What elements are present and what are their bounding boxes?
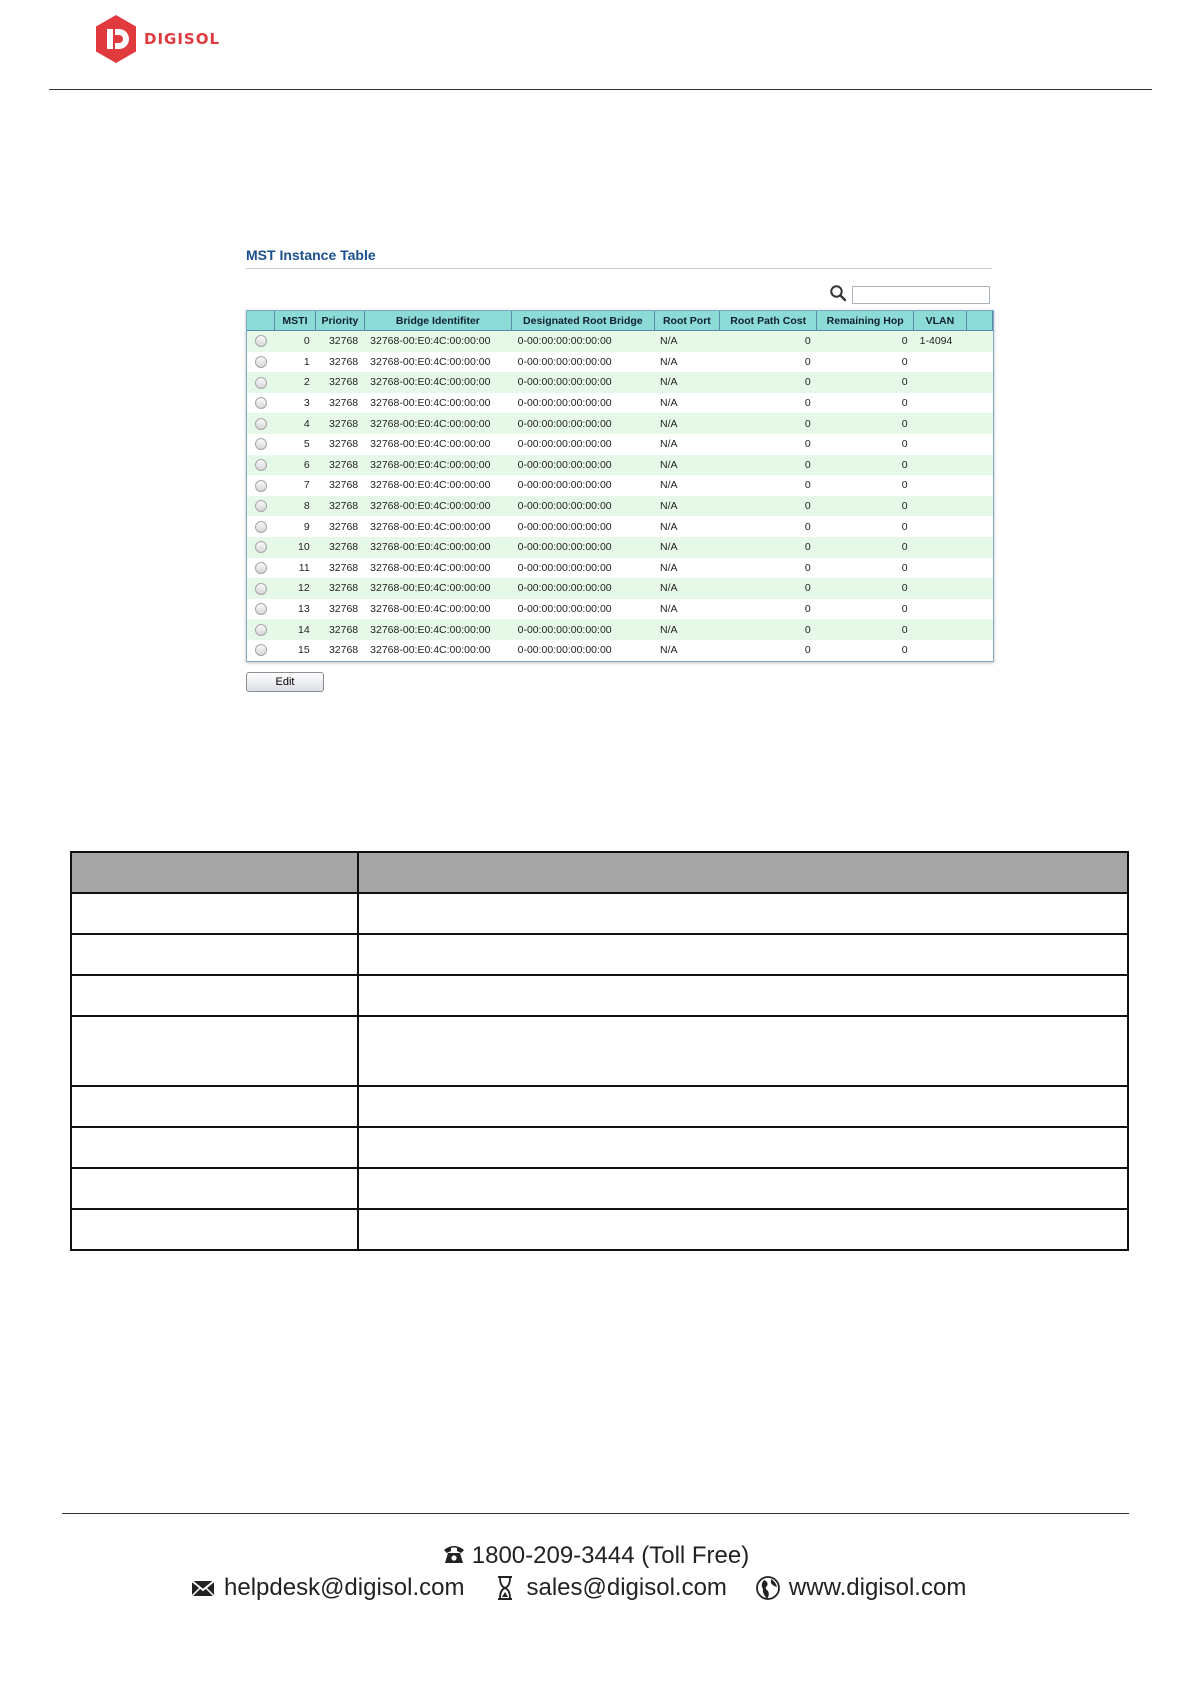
filler-column-header (966, 311, 992, 331)
root-port-cell: N/A (654, 413, 720, 434)
table-row[interactable] (247, 413, 993, 434)
table-header-row (247, 311, 993, 331)
filler-cell (966, 640, 992, 661)
desc-header-row (71, 852, 1128, 893)
helpdesk-email[interactable]: helpdesk@digisol.com (224, 1574, 465, 1601)
designated-root-bridge-cell: 0-00:00:00:00:00:00 (512, 619, 654, 640)
remaining-hop-cell: 0 (817, 537, 914, 558)
digisol-logo-icon (94, 14, 138, 64)
priority-cell: 32768 (316, 352, 364, 373)
priority-cell: 32768 (316, 516, 364, 537)
brand-logo (94, 14, 220, 64)
vlan-cell (914, 516, 967, 537)
sales-email[interactable]: sales@digisol.com (526, 1574, 727, 1601)
table-row[interactable] (247, 578, 993, 599)
table-row[interactable] (247, 537, 993, 558)
column-header-root-path-cost[interactable]: Root Path Cost (720, 311, 817, 331)
row-radio-button[interactable] (255, 356, 267, 368)
msti-cell: 14 (274, 619, 315, 640)
desc-cell (71, 934, 358, 975)
desc-row (71, 934, 1128, 975)
row-radio-button[interactable] (255, 480, 267, 492)
table-row[interactable] (247, 558, 993, 579)
remaining-hop-cell: 0 (817, 352, 914, 373)
priority-cell: 32768 (316, 475, 364, 496)
root-path-cost-cell: 0 (720, 578, 817, 599)
row-select-cell[interactable] (247, 516, 274, 537)
msti-cell: 13 (274, 599, 315, 620)
row-select-cell[interactable] (247, 455, 274, 476)
filler-cell (966, 558, 992, 579)
desc-header-cell (358, 852, 1128, 893)
desc-cell (358, 1086, 1128, 1127)
remaining-hop-cell: 0 (817, 496, 914, 517)
msti-cell: 5 (274, 434, 315, 455)
designated-root-bridge-cell: 0-00:00:00:00:00:00 (512, 331, 654, 352)
table-row[interactable] (247, 331, 993, 352)
designated-root-bridge-cell: 0-00:00:00:00:00:00 (512, 558, 654, 579)
table-row[interactable] (247, 516, 993, 537)
bridge-identifier-cell: 32768-00:E0:4C:00:00:00 (364, 475, 511, 496)
bridge-identifier-cell: 32768-00:E0:4C:00:00:00 (364, 393, 511, 414)
table-row[interactable] (247, 619, 993, 640)
row-radio-button[interactable] (255, 583, 267, 595)
root-path-cost-cell: 0 (720, 599, 817, 620)
desc-row (71, 1086, 1128, 1127)
row-select-cell[interactable] (247, 434, 274, 455)
table-row[interactable] (247, 640, 993, 661)
row-radio-button[interactable] (255, 541, 267, 553)
desc-row (71, 1168, 1128, 1209)
table-row[interactable] (247, 475, 993, 496)
row-radio-button[interactable] (255, 562, 267, 574)
row-radio-button[interactable] (255, 603, 267, 615)
mst-instance-table (246, 310, 994, 662)
footer-phone (0, 1542, 1191, 1570)
globe-icon (755, 1575, 781, 1601)
hourglass-icon (492, 1575, 518, 1601)
designated-root-bridge-cell: 0-00:00:00:00:00:00 (512, 434, 654, 455)
root-port-cell: N/A (654, 640, 720, 661)
desc-header-cell (71, 852, 358, 893)
row-select-cell[interactable] (247, 599, 274, 620)
designated-root-bridge-cell: 0-00:00:00:00:00:00 (512, 537, 654, 558)
root-port-cell: N/A (654, 599, 720, 620)
desc-cell (358, 1127, 1128, 1168)
row-radio-button[interactable] (255, 397, 267, 409)
remaining-hop-cell: 0 (817, 599, 914, 620)
desc-row (71, 1016, 1128, 1086)
row-radio-button[interactable] (255, 644, 267, 656)
desc-row (71, 975, 1128, 1016)
root-path-cost-cell: 0 (720, 619, 817, 640)
helpdesk-contact[interactable] (190, 1574, 464, 1602)
root-path-cost-cell: 0 (720, 640, 817, 661)
vlan-cell: 1-4094 (914, 331, 967, 352)
root-path-cost-cell: 0 (720, 558, 817, 579)
row-radio-button[interactable] (255, 624, 267, 636)
desc-cell (358, 893, 1128, 934)
footer-divider (62, 1513, 1129, 1514)
row-select-cell[interactable] (247, 413, 274, 434)
msti-cell: 9 (274, 516, 315, 537)
search-input[interactable] (852, 286, 990, 304)
root-port-cell: N/A (654, 393, 720, 414)
header-divider (49, 89, 1152, 90)
telephone-icon (442, 1543, 466, 1565)
priority-cell: 32768 (316, 640, 364, 661)
designated-root-bridge-cell: 0-00:00:00:00:00:00 (512, 352, 654, 373)
row-select-cell[interactable] (247, 496, 274, 517)
table-row[interactable] (247, 434, 993, 455)
designated-root-bridge-cell: 0-00:00:00:00:00:00 (512, 475, 654, 496)
bridge-identifier-cell: 32768-00:E0:4C:00:00:00 (364, 599, 511, 620)
desc-cell (71, 1016, 358, 1086)
brand-name: DIGISOL (144, 30, 221, 48)
root-port-cell: N/A (654, 578, 720, 599)
filler-cell (966, 372, 992, 393)
bridge-identifier-cell: 32768-00:E0:4C:00:00:00 (364, 413, 511, 434)
filler-cell (966, 496, 992, 517)
row-select-cell[interactable] (247, 537, 274, 558)
vlan-cell (914, 434, 967, 455)
desc-row (71, 1127, 1128, 1168)
vlan-cell (914, 413, 967, 434)
designated-root-bridge-cell: 0-00:00:00:00:00:00 (512, 640, 654, 661)
mst-table-title: MST Instance Table (246, 247, 376, 263)
designated-root-bridge-cell: 0-00:00:00:00:00:00 (512, 455, 654, 476)
msti-cell: 12 (274, 578, 315, 599)
vlan-cell (914, 619, 967, 640)
root-port-cell: N/A (654, 537, 720, 558)
priority-cell: 32768 (316, 331, 364, 352)
edit-button[interactable]: Edit (246, 672, 324, 692)
desc-cell (71, 1209, 358, 1250)
vlan-cell (914, 393, 967, 414)
root-path-cost-cell: 0 (720, 434, 817, 455)
priority-cell: 32768 (316, 393, 364, 414)
desc-cell (358, 1209, 1128, 1250)
bridge-identifier-cell: 32768-00:E0:4C:00:00:00 (364, 331, 511, 352)
priority-cell: 32768 (316, 372, 364, 393)
root-path-cost-cell: 0 (720, 352, 817, 373)
vlan-cell (914, 475, 967, 496)
column-header-root-port[interactable]: Root Port (654, 311, 720, 331)
root-port-cell: N/A (654, 496, 720, 517)
row-radio-button[interactable] (255, 418, 267, 430)
remaining-hop-cell: 0 (817, 640, 914, 661)
filler-cell (966, 434, 992, 455)
desc-cell (71, 1168, 358, 1209)
msti-cell: 10 (274, 537, 315, 558)
column-header-remaining-hop[interactable]: Remaining Hop (817, 311, 914, 331)
priority-cell: 32768 (316, 537, 364, 558)
table-row[interactable] (247, 496, 993, 517)
vlan-cell (914, 372, 967, 393)
row-radio-button[interactable] (255, 438, 267, 450)
column-header-priority[interactable]: Priority (316, 311, 364, 331)
select-column-header (247, 311, 274, 331)
msti-cell: 4 (274, 413, 315, 434)
vlan-cell (914, 455, 967, 476)
root-path-cost-cell: 0 (720, 516, 817, 537)
root-path-cost-cell: 0 (720, 372, 817, 393)
msti-cell: 11 (274, 558, 315, 579)
row-radio-button[interactable] (255, 377, 267, 389)
envelope-icon (190, 1575, 216, 1601)
desc-cell (358, 975, 1128, 1016)
row-select-cell[interactable] (247, 393, 274, 414)
msti-cell: 7 (274, 475, 315, 496)
filler-cell (966, 331, 992, 352)
root-port-cell: N/A (654, 331, 720, 352)
priority-cell: 32768 (316, 558, 364, 579)
remaining-hop-cell: 0 (817, 434, 914, 455)
root-port-cell: N/A (654, 455, 720, 476)
filler-cell (966, 516, 992, 537)
designated-root-bridge-cell: 0-00:00:00:00:00:00 (512, 599, 654, 620)
root-path-cost-cell: 0 (720, 475, 817, 496)
bridge-identifier-cell: 32768-00:E0:4C:00:00:00 (364, 372, 511, 393)
bridge-identifier-cell: 32768-00:E0:4C:00:00:00 (364, 558, 511, 579)
desc-row (71, 1209, 1128, 1250)
bridge-identifier-cell: 32768-00:E0:4C:00:00:00 (364, 455, 511, 476)
row-radio-button[interactable] (255, 459, 267, 471)
remaining-hop-cell: 0 (817, 413, 914, 434)
priority-cell: 32768 (316, 413, 364, 434)
msti-cell: 8 (274, 496, 315, 517)
root-port-cell: N/A (654, 434, 720, 455)
remaining-hop-cell: 0 (817, 455, 914, 476)
footer-contacts (190, 1574, 994, 1602)
root-port-cell: N/A (654, 352, 720, 373)
msti-cell: 2 (274, 372, 315, 393)
priority-cell: 32768 (316, 578, 364, 599)
table-row[interactable] (247, 393, 993, 414)
vlan-cell (914, 352, 967, 373)
desc-cell (358, 934, 1128, 975)
title-underline (246, 268, 992, 269)
table-row[interactable] (247, 352, 993, 373)
parameter-description-table (70, 851, 1129, 1251)
msti-cell: 3 (274, 393, 315, 414)
remaining-hop-cell: 0 (817, 516, 914, 537)
row-select-cell[interactable] (247, 619, 274, 640)
msti-cell: 15 (274, 640, 315, 661)
vlan-cell (914, 599, 967, 620)
filler-cell (966, 352, 992, 373)
root-port-cell: N/A (654, 372, 720, 393)
desc-cell (71, 1086, 358, 1127)
priority-cell: 32768 (316, 455, 364, 476)
column-header-vlan[interactable]: VLAN (914, 311, 967, 331)
designated-root-bridge-cell: 0-00:00:00:00:00:00 (512, 516, 654, 537)
msti-cell: 0 (274, 331, 315, 352)
column-header-bridge-identifier[interactable]: Bridge Identifiter (364, 311, 511, 331)
priority-cell: 32768 (316, 496, 364, 517)
row-select-cell[interactable] (247, 558, 274, 579)
filler-cell (966, 619, 992, 640)
filler-cell (966, 455, 992, 476)
remaining-hop-cell: 0 (817, 393, 914, 414)
remaining-hop-cell: 0 (817, 372, 914, 393)
filler-cell (966, 578, 992, 599)
vlan-cell (914, 496, 967, 517)
designated-root-bridge-cell: 0-00:00:00:00:00:00 (512, 496, 654, 517)
table-row[interactable] (247, 599, 993, 620)
row-select-cell[interactable] (247, 352, 274, 373)
filler-cell (966, 393, 992, 414)
root-path-cost-cell: 0 (720, 537, 817, 558)
designated-root-bridge-cell: 0-00:00:00:00:00:00 (512, 578, 654, 599)
desc-cell (71, 1127, 358, 1168)
filler-cell (966, 413, 992, 434)
desc-cell (358, 1168, 1128, 1209)
column-header-msti[interactable]: MSTI (274, 311, 315, 331)
row-select-cell[interactable] (247, 372, 274, 393)
designated-root-bridge-cell: 0-00:00:00:00:00:00 (512, 372, 654, 393)
priority-cell: 32768 (316, 434, 364, 455)
desc-cell (71, 975, 358, 1016)
bridge-identifier-cell: 32768-00:E0:4C:00:00:00 (364, 640, 511, 661)
bridge-identifier-cell: 32768-00:E0:4C:00:00:00 (364, 619, 511, 640)
bridge-identifier-cell: 32768-00:E0:4C:00:00:00 (364, 352, 511, 373)
root-port-cell: N/A (654, 475, 720, 496)
designated-root-bridge-cell: 0-00:00:00:00:00:00 (512, 413, 654, 434)
bridge-identifier-cell: 32768-00:E0:4C:00:00:00 (364, 434, 511, 455)
row-select-cell[interactable] (247, 640, 274, 661)
row-select-cell[interactable] (247, 331, 274, 352)
designated-root-bridge-cell: 0-00:00:00:00:00:00 (512, 393, 654, 414)
table-row[interactable] (247, 372, 993, 393)
row-radio-button[interactable] (255, 521, 267, 533)
website-contact[interactable] (755, 1574, 966, 1602)
filler-cell (966, 599, 992, 620)
vlan-cell (914, 578, 967, 599)
desc-row (71, 893, 1128, 934)
root-path-cost-cell: 0 (720, 455, 817, 476)
website-url[interactable]: www.digisol.com (788, 1574, 967, 1601)
row-select-cell[interactable] (247, 578, 274, 599)
vlan-cell (914, 537, 967, 558)
root-port-cell: N/A (654, 516, 720, 537)
priority-cell: 32768 (316, 619, 364, 640)
desc-cell (71, 893, 358, 934)
root-path-cost-cell: 0 (720, 496, 817, 517)
root-port-cell: N/A (654, 619, 720, 640)
msti-cell: 6 (274, 455, 315, 476)
remaining-hop-cell: 0 (817, 578, 914, 599)
phone-number: 1800-209-3444 (Toll Free) (471, 1542, 750, 1569)
root-path-cost-cell: 0 (720, 413, 817, 434)
filler-cell (966, 537, 992, 558)
desc-cell (358, 1016, 1128, 1086)
remaining-hop-cell: 0 (817, 619, 914, 640)
sales-contact[interactable] (492, 1574, 726, 1602)
row-radio-button[interactable] (255, 335, 267, 347)
msti-cell: 1 (274, 352, 315, 373)
bridge-identifier-cell: 32768-00:E0:4C:00:00:00 (364, 516, 511, 537)
root-port-cell: N/A (654, 558, 720, 579)
row-radio-button[interactable] (255, 500, 267, 512)
remaining-hop-cell: 0 (817, 475, 914, 496)
remaining-hop-cell: 0 (817, 558, 914, 579)
search-icon[interactable] (829, 284, 847, 302)
vlan-cell (914, 558, 967, 579)
bridge-identifier-cell: 32768-00:E0:4C:00:00:00 (364, 496, 511, 517)
priority-cell: 32768 (316, 599, 364, 620)
column-header-designated-root-bridge[interactable]: Designated Root Bridge (512, 311, 654, 331)
bridge-identifier-cell: 32768-00:E0:4C:00:00:00 (364, 578, 511, 599)
remaining-hop-cell: 0 (817, 331, 914, 352)
vlan-cell (914, 640, 967, 661)
root-path-cost-cell: 0 (720, 393, 817, 414)
table-row[interactable] (247, 455, 993, 476)
root-path-cost-cell: 0 (720, 331, 817, 352)
bridge-identifier-cell: 32768-00:E0:4C:00:00:00 (364, 537, 511, 558)
filler-cell (966, 475, 992, 496)
row-select-cell[interactable] (247, 475, 274, 496)
